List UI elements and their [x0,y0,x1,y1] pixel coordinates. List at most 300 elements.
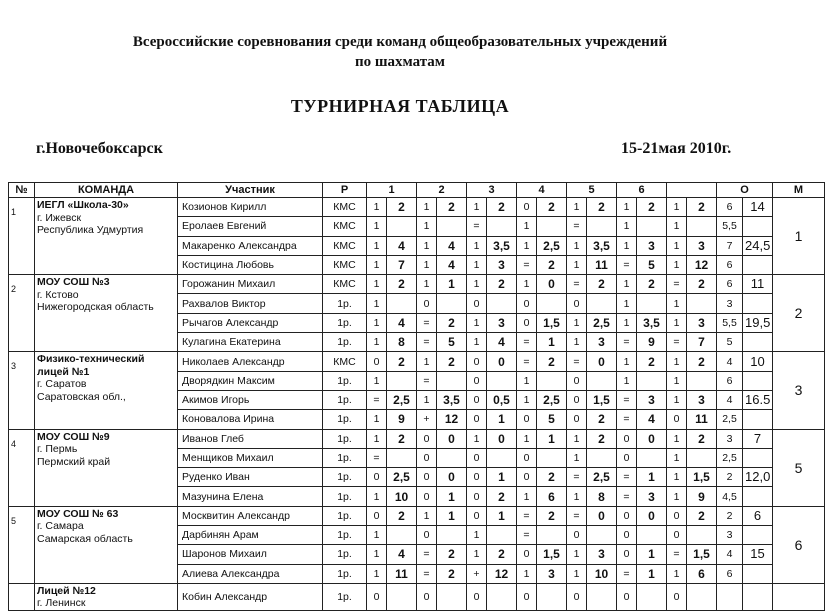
board-result: + [417,410,437,429]
team-points: 15 [743,545,773,564]
board-result: 1 [517,217,537,236]
board-result: 0 [467,506,487,525]
board-result: 0 [467,410,487,429]
round-score: 2,5 [537,236,567,255]
board-result: 1 [567,487,587,506]
board-result: 1 [667,294,687,313]
round-score: 2 [537,198,567,217]
team-number: 2 [9,275,35,352]
document-title: ТУРНИРНАЯ ТАБЛИЦА [290,96,510,116]
player-rank: 1р. [323,294,367,313]
player-points: 3 [717,526,743,545]
round-score [437,217,467,236]
round-score: 2 [487,487,517,506]
board-result: 0 [567,390,587,409]
player-name: Дворядкин Максим [178,371,323,390]
board-result: 1 [467,545,487,564]
round-score [437,448,467,467]
round-score [487,294,517,313]
col-header-team: КОМАНДА [35,183,178,198]
round-score: 1 [487,410,517,429]
round-score [537,583,567,610]
col-header-place: М [773,183,825,198]
player-points: 6 [717,275,743,294]
player-rank: 1р. [323,429,367,448]
player-points: 2 [717,468,743,487]
board-result: 1 [617,352,637,371]
board-result: 1 [567,236,587,255]
round-score: 0 [487,352,517,371]
round-score [637,217,667,236]
round-score: 2 [687,429,717,448]
board-result: 1 [667,468,687,487]
round-score [537,217,567,236]
board-result: 0 [417,583,437,610]
round-score: 0 [537,275,567,294]
round-score: 2 [537,352,567,371]
board-result: 0 [467,583,487,610]
board-result: 1 [517,275,537,294]
board-result: 0 [617,448,637,467]
board-result: 1 [467,429,487,448]
board-result: = [517,352,537,371]
round-score: 5 [637,255,667,274]
table-row [9,352,825,371]
player-name: Рахвалов Виктор [178,294,323,313]
round-score: 1 [537,333,567,352]
board-result: 1 [367,487,387,506]
team-points [743,487,773,506]
board-result: 0 [517,313,537,332]
player-name: Менщиков Михаил [178,448,323,467]
board-result: = [417,545,437,564]
board-result: 0 [467,390,487,409]
player-name: Дарбинян Арам [178,526,323,545]
board-result: 1 [417,236,437,255]
board-result: 1 [367,275,387,294]
board-result: = [567,217,587,236]
round-score: 7 [387,255,417,274]
round-score: 0 [587,506,617,525]
board-result: 1 [467,313,487,332]
player-name: Кулагина Екатерина [178,333,323,352]
round-score: 2 [637,275,667,294]
board-result: = [667,545,687,564]
board-result: 1 [667,198,687,217]
team-name-line: ИЕГЛ «Школа-30» [37,199,129,211]
board-result: = [517,526,537,545]
round-score: 9 [387,410,417,429]
round-score: 1,5 [537,545,567,564]
round-score: 1,5 [537,313,567,332]
round-score [387,294,417,313]
board-result: 0 [417,294,437,313]
board-result: = [617,487,637,506]
document-heading-line2: по шахматам [354,54,446,70]
round-score: 2,5 [537,390,567,409]
player-name: Козионов Кирилл [178,198,323,217]
board-result: 0 [467,468,487,487]
round-score: 3 [587,545,617,564]
round-score: 2 [587,275,617,294]
board-result: 1 [417,275,437,294]
player-name: Иванов Глеб [178,429,323,448]
round-score: 3 [487,313,517,332]
round-score: 2,5 [387,390,417,409]
team-name-cell [35,506,178,583]
document-heading-line1: Всероссийские соревнования среди команд общеобразовательных учреждений [132,34,668,50]
player-points: 4 [717,545,743,564]
board-result: = [517,506,537,525]
team-points [743,526,773,545]
player-name: Горожанин Михаил [178,275,323,294]
board-result: 0 [367,506,387,525]
player-points: 5,5 [717,217,743,236]
board-result: = [617,468,637,487]
round-score: 12 [437,410,467,429]
board-result: 1 [567,564,587,583]
round-score: 3,5 [587,236,617,255]
board-result: = [617,390,637,409]
board-result: 0 [517,545,537,564]
round-score: 2 [437,313,467,332]
team-name-cell [35,583,178,610]
team-points: 19,5 [743,313,773,332]
round-score [687,294,717,313]
round-score: 0,5 [487,390,517,409]
player-points: 4 [717,352,743,371]
player-points: 7 [717,236,743,255]
board-result: 0 [367,468,387,487]
round-score [537,448,567,467]
table-header-row [9,183,825,198]
dates-label: 15-21мая 2010г. [621,140,732,157]
board-result: = [567,468,587,487]
round-score [587,294,617,313]
round-score: 2 [587,198,617,217]
table-body [9,198,825,611]
round-score [437,371,467,390]
round-score: 3 [687,236,717,255]
board-result: 0 [417,468,437,487]
player-rank: 1р. [323,448,367,467]
team-points: 7 [743,429,773,448]
player-rank: КМС [323,275,367,294]
round-score: 0 [437,429,467,448]
round-score: 2 [637,198,667,217]
round-score: 6 [537,487,567,506]
board-result: 1 [617,236,637,255]
board-result: 1 [517,564,537,583]
round-score [637,448,667,467]
col-header-round-4: 4 [517,183,567,198]
board-result: 1 [517,371,537,390]
round-score: 12 [487,564,517,583]
player-name: Москвитин Александр [178,506,323,525]
team-points [743,333,773,352]
round-score [387,526,417,545]
board-result: 1 [617,371,637,390]
round-score [387,583,417,610]
board-result: 1 [667,313,687,332]
round-score: 3,5 [437,390,467,409]
round-score: 3,5 [637,313,667,332]
round-score: 2 [537,255,567,274]
round-score: 3 [687,390,717,409]
round-score: 8 [387,333,417,352]
round-score: 1 [637,545,667,564]
table-row [9,198,825,217]
board-result: 1 [367,198,387,217]
round-score [687,217,717,236]
board-result: = [467,217,487,236]
round-score [587,371,617,390]
player-points: 3 [717,429,743,448]
board-result: 1 [517,236,537,255]
player-rank: 1р. [323,526,367,545]
col-header-extra [667,183,717,198]
team-points [743,448,773,467]
round-score [637,526,667,545]
board-result: 0 [667,526,687,545]
board-result: = [667,333,687,352]
round-score: 12 [687,255,717,274]
round-score: 2 [687,275,717,294]
board-result: = [367,390,387,409]
round-score [537,371,567,390]
round-score: 6 [687,564,717,583]
board-result: = [417,371,437,390]
round-score [437,294,467,313]
player-points: 2 [717,506,743,525]
round-score: 3 [637,390,667,409]
round-score [587,583,617,610]
board-result: 1 [417,217,437,236]
board-result: 1 [667,429,687,448]
board-result: 0 [667,583,687,610]
round-score: 5 [537,410,567,429]
tournament-table [8,182,825,611]
round-score: 1 [487,506,517,525]
board-result: 1 [517,429,537,448]
board-result: 1 [417,390,437,409]
round-score: 2 [437,352,467,371]
round-score: 2 [437,198,467,217]
board-result: 1 [367,333,387,352]
board-result: 0 [517,410,537,429]
board-result: 1 [567,333,587,352]
player-rank: КМС [323,255,367,274]
team-name-line: г. Кстово [37,288,79,301]
board-result: 1 [367,429,387,448]
board-result: 0 [517,448,537,467]
player-rank: 1р. [323,545,367,564]
round-score [637,583,667,610]
player-points: 2,5 [717,410,743,429]
player-points: 4,5 [717,487,743,506]
board-result: 1 [667,390,687,409]
board-result: 0 [367,583,387,610]
team-points: 10 [743,352,773,371]
round-score: 10 [387,487,417,506]
round-score: 3 [687,313,717,332]
round-score: 2 [437,564,467,583]
round-score [687,583,717,610]
round-score: 4 [387,236,417,255]
round-score: 3,5 [487,236,517,255]
board-result: = [567,506,587,525]
board-result: 0 [467,448,487,467]
round-score: 9 [687,487,717,506]
board-result: 1 [667,371,687,390]
board-result: = [667,275,687,294]
player-points: 6 [717,564,743,583]
team-points [743,583,773,610]
board-result: 1 [567,429,587,448]
board-result: 1 [517,390,537,409]
round-score: 4 [387,545,417,564]
board-result: 0 [567,410,587,429]
board-result: 1 [467,333,487,352]
round-score [437,583,467,610]
round-score: 1 [437,275,467,294]
board-result: = [617,333,637,352]
player-points: 5,5 [717,313,743,332]
team-points [743,217,773,236]
team-points [743,371,773,390]
round-score [387,448,417,467]
board-result: 1 [667,236,687,255]
team-points: 24,5 [743,236,773,255]
board-result: = [567,275,587,294]
player-name: Коновалова Ирина [178,410,323,429]
team-points [743,564,773,583]
table-row [9,429,825,448]
player-name: Еролаев Евгений [178,217,323,236]
round-score: 2 [487,275,517,294]
board-result: 1 [367,564,387,583]
team-number: 1 [9,198,35,275]
board-result: 1 [617,275,637,294]
player-name: Алиева Александра [178,564,323,583]
round-score [537,294,567,313]
round-score: 2 [387,429,417,448]
round-score: 0 [487,429,517,448]
board-result: 0 [467,371,487,390]
board-result: 1 [517,487,537,506]
player-name: Николаев Александр [178,352,323,371]
team-place: 6 [773,506,825,583]
team-place [773,583,825,610]
round-score: 2 [437,545,467,564]
board-result: 0 [417,487,437,506]
round-score: 1 [487,468,517,487]
round-score: 1 [637,564,667,583]
board-result: 1 [367,255,387,274]
board-result: 1 [367,526,387,545]
board-result: = [367,448,387,467]
board-result: 1 [667,217,687,236]
col-header-round-6: 6 [617,183,667,198]
board-result: 1 [417,506,437,525]
board-result: 0 [567,526,587,545]
player-points: 6 [717,198,743,217]
round-score: 3 [637,487,667,506]
team-name-cell [35,198,178,275]
player-name: Костицина Любовь [178,255,323,274]
round-score [437,526,467,545]
player-rank: 1р. [323,410,367,429]
team-name-line: Нижегородская область [37,301,154,314]
player-name: Кобин Александр [178,583,323,610]
board-result: 0 [617,583,637,610]
team-points: 14 [743,198,773,217]
round-score: 1 [437,506,467,525]
board-result: 0 [617,429,637,448]
player-rank: 1р. [323,390,367,409]
col-header-number: № [9,183,35,198]
round-score [637,294,667,313]
board-result: 0 [617,545,637,564]
round-score: 11 [687,410,717,429]
board-result: 0 [417,448,437,467]
board-result: 1 [617,313,637,332]
round-score: 8 [587,487,617,506]
round-score [487,371,517,390]
round-score [487,583,517,610]
board-result: 1 [367,545,387,564]
round-score: 0 [637,506,667,525]
player-rank: 1р. [323,583,367,610]
player-rank: 1р. [323,371,367,390]
board-result: = [517,333,537,352]
player-rank: КМС [323,352,367,371]
col-header-round-5: 5 [567,183,617,198]
round-score: 1,5 [687,545,717,564]
board-result: 0 [517,583,537,610]
round-score: 2 [387,198,417,217]
player-points: 3 [717,294,743,313]
round-score [687,448,717,467]
team-points: 12,0 [743,468,773,487]
player-name: Мазунина Елена [178,487,323,506]
team-name-line: г. Самара [37,520,84,533]
round-score [637,371,667,390]
board-result: 0 [367,352,387,371]
team-name-line: г. Ижевск [37,211,82,224]
round-score [587,526,617,545]
board-result: 0 [567,583,587,610]
board-result: 1 [667,352,687,371]
team-name-line: г. Пермь [37,443,78,456]
team-number: 5 [9,506,35,583]
col-header-round-3: 3 [467,183,517,198]
board-result: = [417,313,437,332]
player-points: 5 [717,333,743,352]
board-result: 1 [367,294,387,313]
round-score [487,217,517,236]
round-score: 5 [437,333,467,352]
team-place: 1 [773,198,825,275]
player-rank: 1р. [323,564,367,583]
table-row [9,583,825,610]
round-score: 1,5 [587,390,617,409]
board-result: 0 [567,294,587,313]
board-result: 1 [367,217,387,236]
round-score: 2 [687,198,717,217]
player-points: 2,5 [717,448,743,467]
board-result: 1 [367,410,387,429]
